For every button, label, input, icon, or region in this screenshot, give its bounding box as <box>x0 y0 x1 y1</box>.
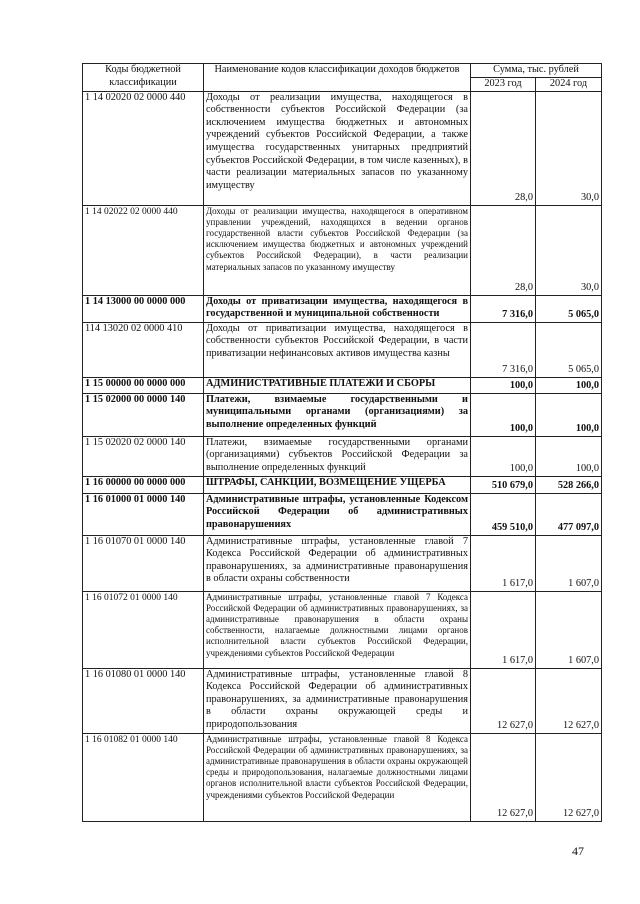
row-name: Доходы от приватизации имущества, находящегося в государственной и муниципальной собственности <box>204 295 471 322</box>
row-name: Административные штрафы, установленные главой 7 Кодекса Российской Федерации об административных правонарушениях, за административные правонарушения в области охраны собственности, налагаемые должностными лицами органов исполнительной власти субъектов Российской Федерации, учреждениями субъектов Российской Федерации <box>204 591 471 668</box>
row-code: 1 16 01070 01 0000 140 <box>83 535 204 591</box>
row-code: 1 14 02020 02 0000 440 <box>83 91 204 205</box>
table-row <box>83 91 602 205</box>
table-row <box>83 668 602 733</box>
header-code: Коды бюджетной классификации <box>83 64 204 92</box>
row-value-2023: 100,0 <box>471 377 536 393</box>
row-name: Административные штрафы, установленные главой 8 Кодекса Российской Федерации об административных правонарушениях, за административные правонарушения в области охраны окружающей среды и природопользования, налагаемые должностными лицами органов исполнительной власти субъектов Российской Федерации, учреждениями субъектов Российской Федерации <box>204 733 471 821</box>
header-name: Наименование кодов классификации доходов бюджетов <box>204 64 471 92</box>
row-value-2023: 12 627,0 <box>471 668 536 733</box>
row-value-2024: 1 607,0 <box>536 591 602 668</box>
budget-table <box>82 63 602 822</box>
row-name: АДМИНИСТРАТИВНЫЕ ПЛАТЕЖИ И СБОРЫ <box>204 377 471 393</box>
row-value-2023: 28,0 <box>471 205 536 295</box>
row-code: 1 16 00000 00 0000 000 <box>83 476 204 493</box>
row-value-2024: 5 065,0 <box>536 322 602 377</box>
row-code: 1 14 13000 00 0000 000 <box>83 295 204 322</box>
row-code: 1 15 02020 02 0000 140 <box>83 436 204 476</box>
row-code: 1 15 02000 00 0000 140 <box>83 393 204 436</box>
row-value-2023: 100,0 <box>471 393 536 436</box>
row-value-2023: 7 316,0 <box>471 295 536 322</box>
row-name: ШТРАФЫ, САНКЦИИ, ВОЗМЕЩЕНИЕ УЩЕРБА <box>204 476 471 493</box>
row-value-2023: 1 617,0 <box>471 591 536 668</box>
row-code: 1 16 01080 01 0000 140 <box>83 668 204 733</box>
table-row <box>83 377 602 393</box>
row-value-2024: 1 607,0 <box>536 535 602 591</box>
row-name: Административные штрафы, установленные главой 7 Кодекса Российской Федерации об административных правонарушениях, за административные правонарушения в области охраны собственности <box>204 535 471 591</box>
row-code: 1 16 01072 01 0000 140 <box>83 591 204 668</box>
row-value-2023: 510 679,0 <box>471 476 536 493</box>
page-number: 47 <box>572 844 584 858</box>
row-name: Административные штрафы, установленные главой 8 Кодекса Российской Федерации об административных правонарушениях, за административные правонарушения в области охраны окружающей среды и природопользования <box>204 668 471 733</box>
header-year-2023: 2023 год <box>471 78 536 92</box>
row-value-2024: 30,0 <box>536 91 602 205</box>
row-code: 1 16 01000 01 0000 140 <box>83 493 204 535</box>
table-row <box>83 535 602 591</box>
table-row <box>83 205 602 295</box>
row-value-2024: 12 627,0 <box>536 733 602 821</box>
header-year-2024: 2024 год <box>536 78 602 92</box>
row-value-2024: 30,0 <box>536 205 602 295</box>
row-name: Доходы от приватизации имущества, находящегося в собственности субъектов Российской Федерации, в части приватизации нефинансовых активов имущества казны <box>204 322 471 377</box>
row-name: Административные штрафы, установленные Кодексом Российской Федерации об административных правонарушениях <box>204 493 471 535</box>
row-name: Доходы от реализации имущества, находящегося в оперативном управлении учреждений, находящихся в ведении органов государственной власти субъектов Российской Федерации (за исключением имущества бюджетных и автономных учреждений субъектов Российской Федерации), в части реализации материальных запасов по указанному имуществу <box>204 205 471 295</box>
row-name: Платежи, взимаемые государственными органами (организациями) субъектов Российской Федерации за выполнение определенных функций <box>204 436 471 476</box>
table-row <box>83 393 602 436</box>
table-row <box>83 322 602 377</box>
table-row <box>83 476 602 493</box>
row-value-2024: 12 627,0 <box>536 668 602 733</box>
row-code: 1 14 02022 02 0000 440 <box>83 205 204 295</box>
table-row <box>83 295 602 322</box>
row-value-2023: 100,0 <box>471 436 536 476</box>
row-value-2024: 100,0 <box>536 393 602 436</box>
row-name: Доходы от реализации имущества, находящегося в собственности субъектов Российской Федерации (за исключением имущества бюджетных и автономных учреждений субъектов Российской Федерации, а также имущества государственных унитарных предприятий субъектов Российской Федерации, в том числе казенных), в части реализации материальных запасов по указанному имуществу <box>204 91 471 205</box>
row-value-2023: 7 316,0 <box>471 322 536 377</box>
row-name: Платежи, взимаемые государственными и муниципальными органами (организациями) за выполнение определенных функций <box>204 393 471 436</box>
row-value-2024: 477 097,0 <box>536 493 602 535</box>
row-code: 114 13020 02 0000 410 <box>83 322 204 377</box>
row-code: 1 16 01082 01 0000 140 <box>83 733 204 821</box>
row-value-2024: 100,0 <box>536 436 602 476</box>
row-code: 1 15 00000 00 0000 000 <box>83 377 204 393</box>
row-value-2023: 1 617,0 <box>471 535 536 591</box>
row-value-2024: 100,0 <box>536 377 602 393</box>
row-value-2024: 528 266,0 <box>536 476 602 493</box>
table-row <box>83 591 602 668</box>
row-value-2024: 5 065,0 <box>536 295 602 322</box>
table-row <box>83 493 602 535</box>
row-value-2023: 459 510,0 <box>471 493 536 535</box>
table-row <box>83 733 602 821</box>
row-value-2023: 12 627,0 <box>471 733 536 821</box>
table-row <box>83 436 602 476</box>
row-value-2023: 28,0 <box>471 91 536 205</box>
header-sum: Сумма, тыс. рублей <box>471 64 602 78</box>
